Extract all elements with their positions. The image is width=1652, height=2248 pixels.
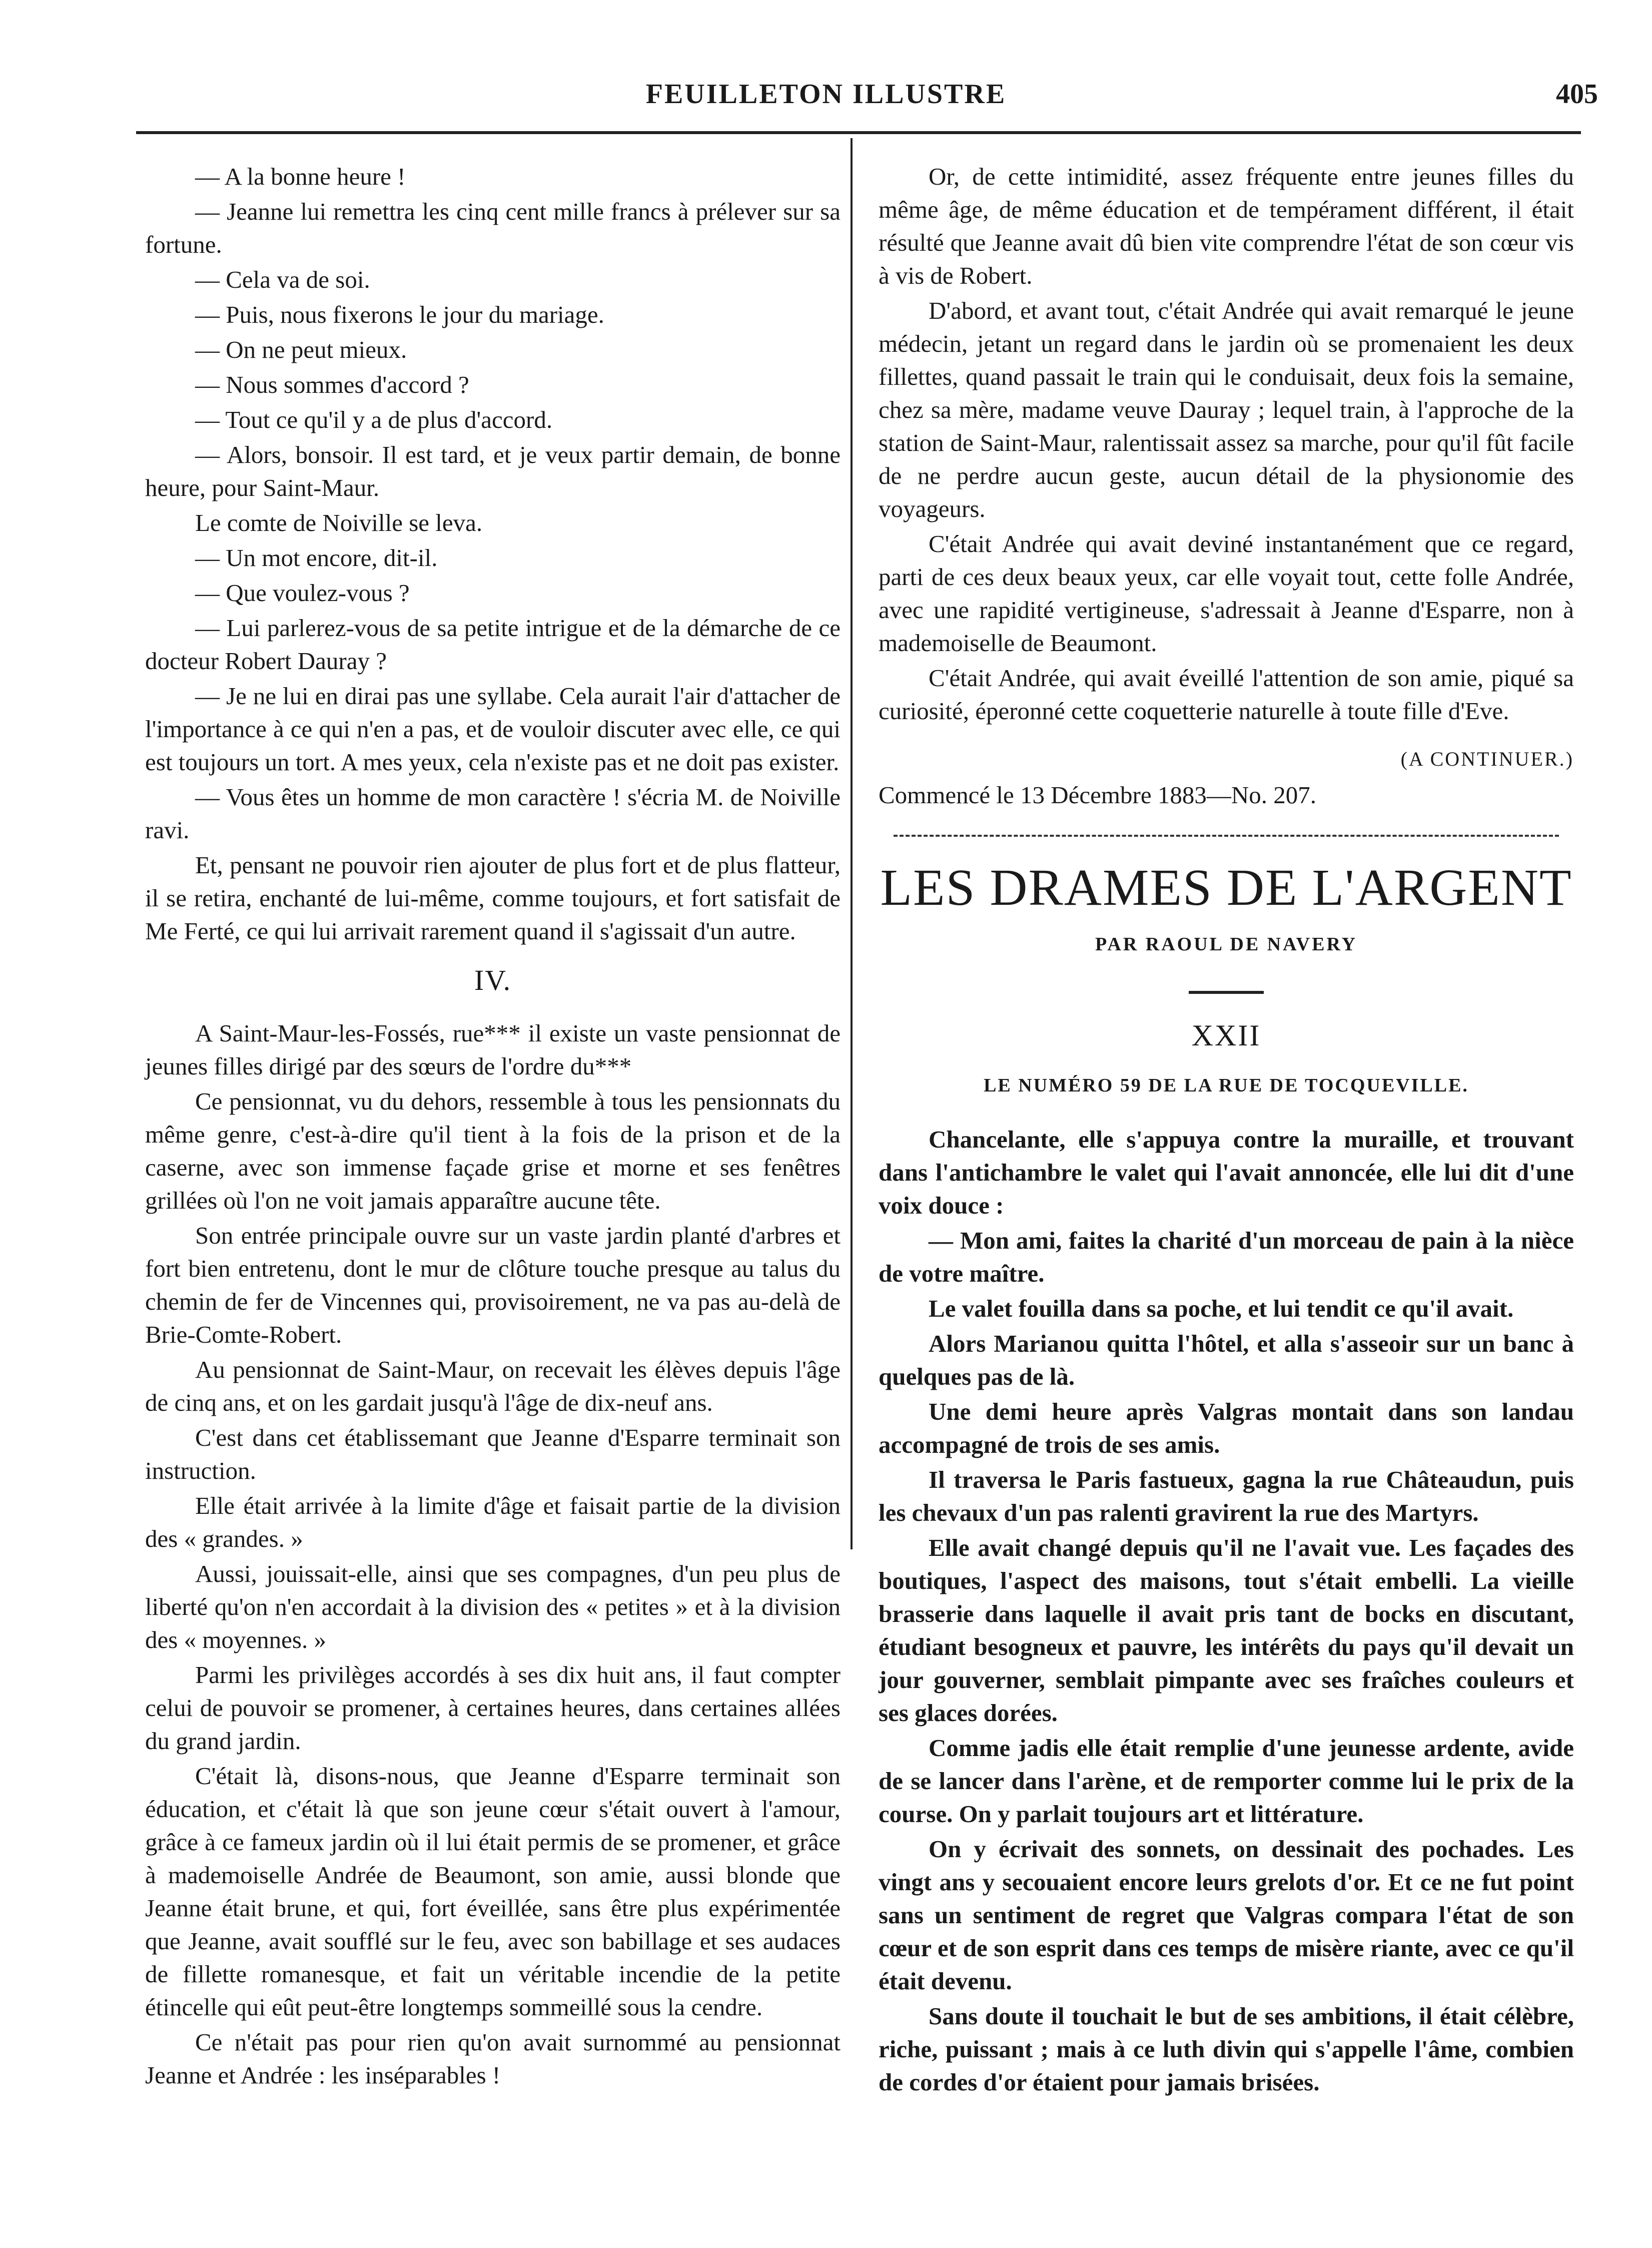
paragraph: — Que voulez-vous ? xyxy=(195,579,410,607)
paragraph: Son entrée principale ouvre sur un vaste jardin planté d'arbres et fort bien entretenu, dont le mur de clôture touche presque au talus du chemin de fer de Vincennes qui, provisoirement, ne va pas au-delà de Brie-Comte-Robert. xyxy=(145,1222,841,1348)
section-separator xyxy=(894,835,1559,837)
story-title: LES DRAMES DE L'ARGENT xyxy=(880,859,1572,916)
section-heading: IV. xyxy=(474,964,512,996)
paragraph: Chancelante, elle s'appuya contre la muraille, et trouvant dans l'antichambre le valet qui l'avait annoncée, elle lui dit d'une voix douce : xyxy=(879,1126,1574,1219)
left-paragraphs xyxy=(145,160,841,948)
paragraph: C'était Andrée, qui avait éveillé l'attention de son amie, piqué sa curiosité, éperonné cette coquetterie naturelle à toute fille d'Eve. xyxy=(879,664,1574,725)
paragraph: Or, de cette intimidité, assez fréquente entre jeunes filles du même âge, de même éducation et de tempérament différent, il était résulté que Jeanne avait dû bien vite comprendre l'état de son cœur vis à vis de Robert. xyxy=(879,163,1574,289)
paragraph: Sans doute il touchait le but de ses ambitions, il était célèbre, riche, puissant ; mais à ce luth divin qui s'appelle l'âme, combien de cordes d'or étaient pour jamais brisées. xyxy=(879,2002,1574,2096)
paragraph: Ce pensionnat, vu du dehors, ressemble à tous les pensionnats du même genre, c'est-à-dire qu'il tient à la fois de la prison et de la caserne, avec son immense façade grise et morne et ses fenêtres grillées où l'on ne voit jamais apparaître aucune tête. xyxy=(145,1087,841,1214)
column-divider xyxy=(851,138,853,1549)
paragraph: Alors Marianou quitta l'hôtel, et alla s'asseoir sur un banc à quelques pas de là. xyxy=(879,1330,1574,1390)
to-be-continued: (A CONTINUER.) xyxy=(1400,748,1574,770)
paragraph: — Jeanne lui remettra les cinq cent mille francs à prélever sur sa fortune. xyxy=(145,198,841,258)
paragraph: — On ne peut mieux. xyxy=(195,336,407,363)
paragraph: D'abord, et avant tout, c'était Andrée qui avait remarqué le jeune médecin, jetant un regard dans le jardin où se promenaient les deux fillettes, quand passait le train qui le conduisait, deux fois la semaine, chez sa mère, madame veuve Dauray ; lequel train, à l'approche de la station de Saint-Maur, ralentissait assez sa marche, pour qu'il fût facile de ne perdre aucun geste, aucun détail de la physionomie des voyageurs. xyxy=(879,297,1574,522)
paragraph: Le comte de Noiville se leva. xyxy=(195,509,483,536)
paragraph: Parmi les privilèges accordés à ses dix huit ans, il faut compter celui de pouvoir se promener, à certaines heures, dans certaines allées du grand jardin. xyxy=(145,1661,841,1755)
paragraph: Aussi, jouissait-elle, ainsi que ses compagnes, d'un peu plus de liberté qu'on n'en accordait à la division des « petites » et à la division des « moyennes. » xyxy=(145,1560,841,1653)
paragraph: — Je ne lui en dirai pas une syllabe. Cela aurait l'air d'attacher de l'importance à ce qui n'en a pas, et de vouloir discuter avec elle, ce qui est toujours un tort. A mes yeux, cela n'existe pas et ne doit pas exister. xyxy=(145,682,841,776)
paragraph: C'était là, disons-nous, que Jeanne d'Esparre terminait son éducation, et c'était là que son jeune cœur s'était ouvert à l'amour, grâce à ce fameux jardin où il lui était permis de se promener, et grâce à mademoiselle Andrée de Beaumont, son amie, aussi blonde que Jeanne était brune, et qui, fort éveillée, sans être plus expérimentée que Jeanne, avait soufflé sur le feu, avec son babillage et ses audaces de fillette romanesque, et fait un véritable incendie de la petite étincelle qui eût peut-être longtemps sommeillé sous la cendre. xyxy=(145,1762,841,2021)
chapter-number: XXII xyxy=(1191,1019,1261,1052)
paragraph: Ce n'était pas pour rien qu'on avait surnommé au pensionnat Jeanne et Andrée : les inséparables ! xyxy=(145,2028,841,2089)
paragraph: A Saint-Maur-les-Fossés, rue*** il existe un vaste pensionnat de jeunes filles dirigé par des sœurs de l'ordre du*** xyxy=(145,1019,841,1080)
paragraph: Et, pensant ne pouvoir rien ajouter de plus fort et de plus flatteur, il se retira, enchanté de lui-même, comme toujours, et fort satisfait de Me Ferté, ce qui lui arrivait rarement quand il s'agissait d'un autre. xyxy=(145,851,841,945)
paragraph: Le valet fouilla dans sa poche, et lui tendit ce qu'il avait. xyxy=(929,1295,1514,1322)
left-paragraphs-after xyxy=(145,1017,841,2092)
paragraph: — Tout ce qu'il y a de plus d'accord. xyxy=(195,406,553,433)
page-number: 405 xyxy=(1556,79,1598,110)
paragraph: — Nous sommes d'accord ? xyxy=(195,371,469,398)
left-column xyxy=(145,160,841,2094)
paragraph: Il traversa le Paris fastueux, gagna la rue Châteaudun, puis les chevaux d'un pas ralenti gravirent la rue des Martyrs. xyxy=(879,1466,1574,1526)
chapter-subtitle: LE NUMÉRO 59 DE LA RUE DE TOCQUEVILLE. xyxy=(984,1075,1469,1096)
paragraph: On y écrivait des sonnets, on dessinait des pochades. Les vingt ans y secouaient encore leurs grelots d'or. Et ce ne fut point sans un sentiment de regret que Valgras compara l'état de son cœur et de son esprit dans ces temps de misère riante, avec ce qu'il était devenu. xyxy=(879,1835,1574,1995)
serial-start-note: Commencé le 13 Décembre 1883—No. 207. xyxy=(879,781,1316,809)
paragraph: C'est dans cet établissemant que Jeanne d'Esparre terminait son instruction. xyxy=(145,1424,841,1484)
header-rule xyxy=(136,131,1581,134)
byline: PAR RAOUL DE NAVERY xyxy=(1095,934,1358,955)
title-rule xyxy=(1189,991,1264,994)
paragraph: — Vous êtes un homme de mon caractère ! s'écria M. de Noiville ravi. xyxy=(145,783,841,844)
running-header-title: FEUILLETON ILLUSTRE xyxy=(645,79,1007,110)
right-column xyxy=(879,160,1574,2101)
paragraph: — Mon ami, faites la charité d'un morceau de pain à la nièce de votre maître. xyxy=(879,1227,1574,1287)
paragraph: C'était Andrée qui avait deviné instantanément que ce regard, parti de ces deux beaux yeux, car elle voyait tout, cette folle Andrée, avec une rapidité vertigineuse, s'adressait à Jeanne d'Esparre, non à mademoiselle de Beaumont. xyxy=(879,530,1574,657)
story-paragraphs xyxy=(879,1123,1574,2099)
paragraph: Une demi heure après Valgras montait dans son landau accompagné de trois de ses amis. xyxy=(879,1398,1574,1458)
paragraph: — Cela va de soi. xyxy=(195,266,370,293)
paragraph: — A la bonne heure ! xyxy=(195,163,406,190)
right-paragraphs xyxy=(879,160,1574,728)
paragraph: — Alors, bonsoir. Il est tard, et je veux partir demain, de bonne heure, pour Saint-Maur. xyxy=(145,441,841,501)
paragraph: Elle était arrivée à la limite d'âge et faisait partie de la division des « grandes. » xyxy=(145,1492,841,1552)
paragraph: — Un mot encore, dit-il. xyxy=(195,544,438,572)
paragraph: — Lui parlerez-vous de sa petite intrigue et de la démarche de ce docteur Robert Dauray ? xyxy=(145,614,841,675)
paragraph: — Puis, nous fixerons le jour du mariage. xyxy=(195,301,604,328)
paragraph: Comme jadis elle était remplie d'une jeunesse ardente, avide de se lancer dans l'arène, et de remporter comme lui le prix de la course. On y parlait toujours art et littérature. xyxy=(879,1734,1574,1828)
paragraph: Elle avait changé depuis qu'il ne l'avait vue. Les façades des boutiques, l'aspect des maisons, tout s'était embelli. La vieille brasserie dans laquelle il avait pris tant de bocks en discutant, étudiant besogneux et pauvre, les intérêts du pays qu'il devait un jour gouverner, semblait pimpante avec ses fraîches couleurs et ses glaces dorées. xyxy=(879,1534,1574,1727)
paragraph: Au pensionnat de Saint-Maur, on recevait les élèves depuis l'âge de cinq ans, et on les gardait jusqu'à l'âge de dix-neuf ans. xyxy=(145,1356,841,1416)
